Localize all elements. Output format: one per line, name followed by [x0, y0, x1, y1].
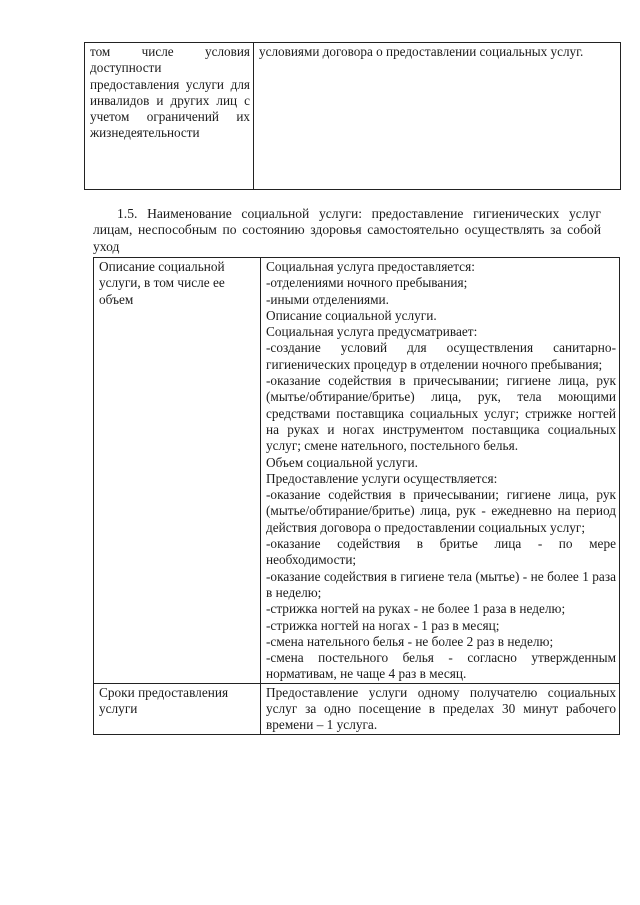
terms-value-cell	[261, 683, 620, 734]
table-row	[94, 258, 620, 684]
description-line: Социальная услуга предусматривает:	[266, 324, 478, 340]
description-line: -оказание содействия в бритье лица - по мере необходимости;	[266, 536, 616, 568]
terms-label-cell	[94, 683, 261, 734]
accessibility-value: условиями договора о предоставлении социальных услуг.	[259, 44, 584, 59]
terms-value: Предоставление услуги одному получателю социальных услуг за одно посещение в пределах 30 минут рабочего времени – 1 услуга.	[266, 684, 616, 733]
description-line: Социальная услуга предоставляется:	[266, 259, 475, 274]
description-line: Описание социальной услуги.	[266, 307, 437, 323]
table-row	[94, 683, 620, 734]
description-line: Предоставление услуги осуществляется:	[266, 470, 498, 486]
terms-label: Сроки предоставления услуги	[99, 684, 229, 717]
conditions-table	[84, 42, 621, 190]
description-line: -смена нательного белья - не более 2 раз в неделю;	[266, 633, 554, 649]
description-line: -создание условий для осуществления санитарно-гигиенических процедур в отделении ночного пребывания;	[266, 340, 616, 372]
accessibility-label-cell	[85, 43, 254, 190]
description-line: -иными отделениями.	[266, 291, 389, 307]
description-line: Объем социальной услуги.	[266, 454, 418, 470]
description-label: Описание социальной услуги, в том числе ее объем	[99, 259, 225, 307]
service-table	[93, 257, 620, 735]
description-value-cell	[261, 258, 620, 684]
description-line: -отделениями ночного пребывания;	[266, 275, 468, 291]
table-row	[85, 43, 621, 190]
description-line: -стрижка ногтей на ногах - 1 раз в месяц;	[266, 617, 500, 633]
description-line: -смена постельного белья - согласно утвержденным нормативам, не чаще 4 раз в месяц.	[266, 650, 616, 682]
accessibility-label: том числе условия доступности предоставления услуги для инвалидов и других лиц с учетом ограничений их жизнедеятельности	[90, 44, 250, 141]
description-line: -оказание содействия в гигиене тела (мытье) - не более 1 раза в неделю;	[266, 568, 616, 600]
section-heading: 1.5. Наименование социальной услуги: предоставление гигиенических услуг лицам, неспособным по состоянию здоровья самостоятельно осуществлять за собой уход	[93, 206, 601, 254]
description-line: -оказание содействия в причесывании; гигиене лица, рук (мытье/обтирание/бритье) лица, рук - ежедневно на период действия договора о предоставлении социальных услуг;	[266, 487, 616, 535]
accessibility-value-cell	[254, 43, 621, 190]
description-line: -оказание содействия в причесывании; гигиене лица, рук (мытье/обтирание/бритье) лица, рук, тела моющими средствами поставщика социальных услуг; стрижке ногтей на руках и ногах инструментом поставщика социальных услуг; смене нательного, постельного белья.	[266, 373, 616, 454]
description-label-cell	[94, 258, 261, 684]
description-line: -стрижка ногтей на руках - не более 1 раза в неделю;	[266, 601, 566, 617]
